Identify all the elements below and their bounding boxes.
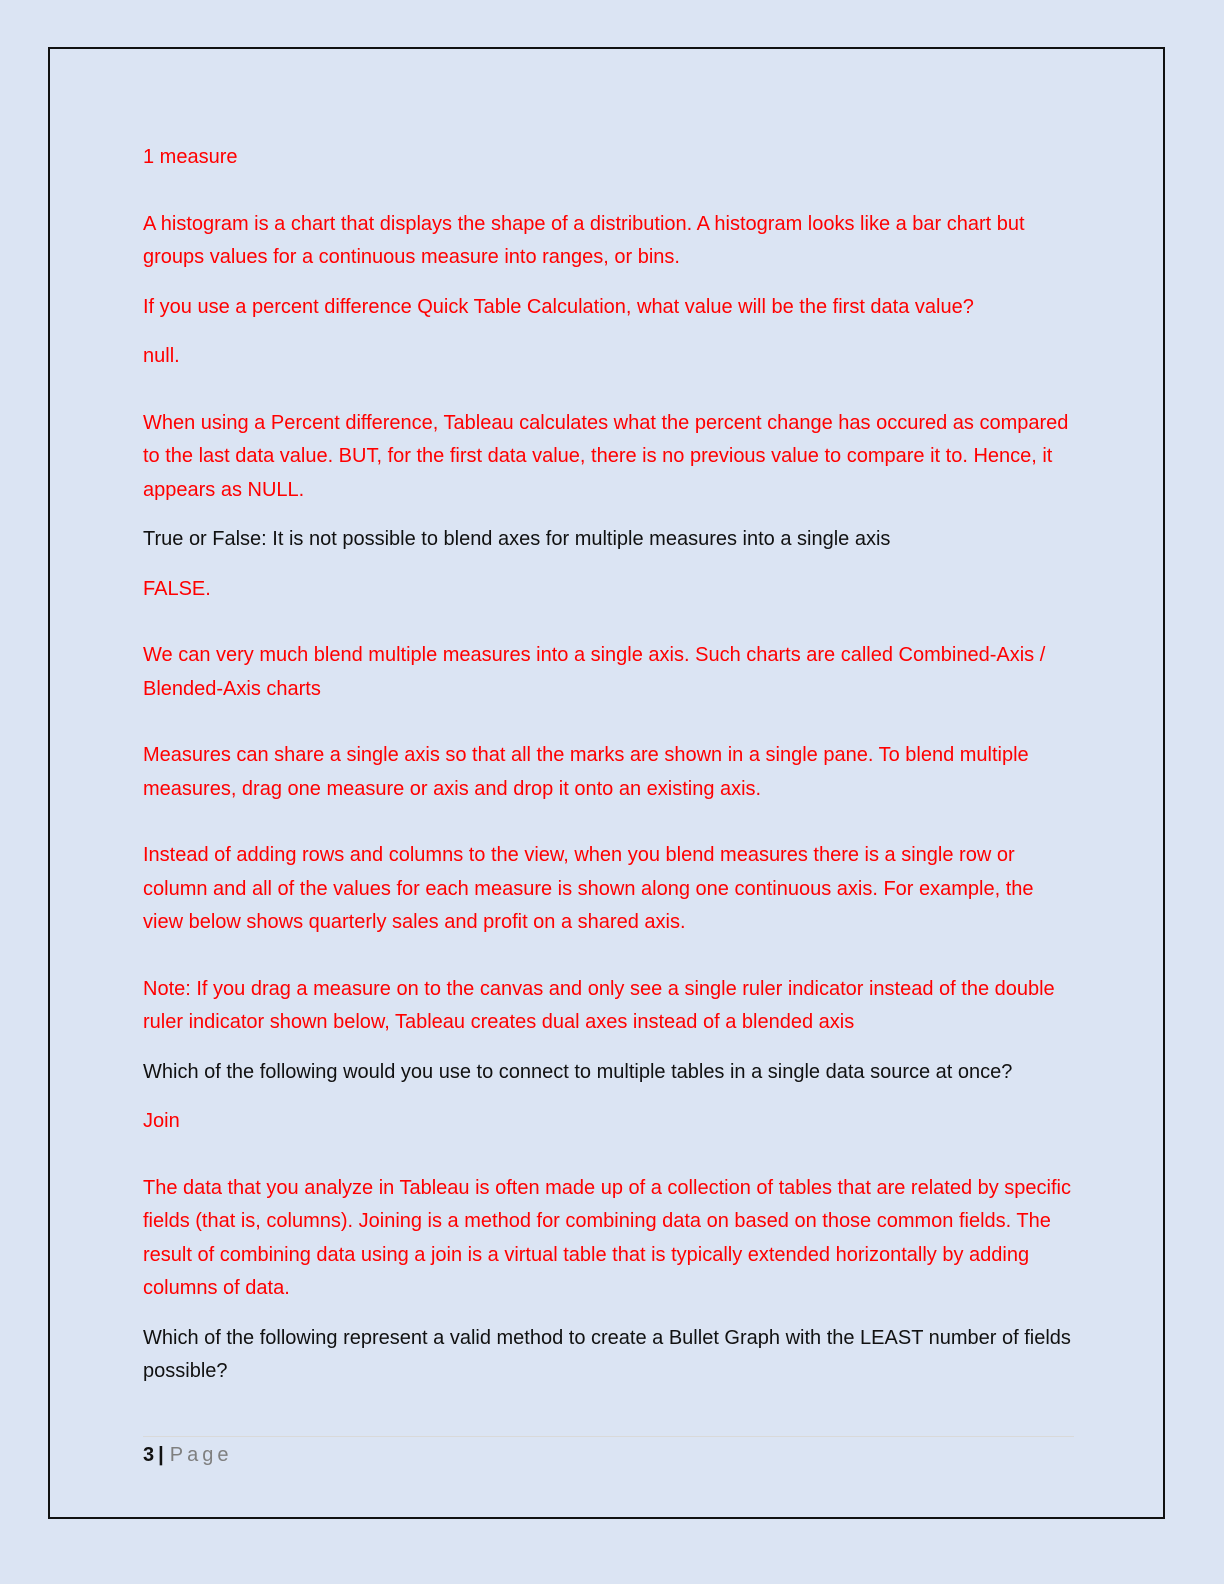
join-explanation: The data that you analyze in Tableau is often made up of a collection of tables that are related by specific fields (that is, columns). Joining is a method for combining data on based on those common fields. The result of combining data using a join is a virtual table that is typically extended horizontally by adding columns of data. [143,1176,1071,1299]
shared-axis-explanation: Measures can share a single axis so that all the marks are shown in a single pane. To blend multiple measures, drag one measure or axis and drop it onto an existing axis. [143,744,1029,800]
blend-axes-explanation: We can very much blend multiple measures into a single axis. Such charts are called Combined-Axis / Blended-Axis charts [143,644,1046,700]
answer-false: FALSE. [143,577,211,600]
ruler-indicator-note: Note: If you drag a measure on to the canvas and only see a single ruler indicator instead of the double ruler indicator shown below, Tableau creates dual axes instead of a blended axis [143,977,1055,1033]
page-footer [143,1436,1074,1470]
question-percent-difference: If you use a percent difference Quick Table Calculation, what value will be the first data value? [143,295,974,318]
page-label: Page [169,1444,233,1466]
answer-null: null. [143,345,180,367]
answer-join: Join [143,1110,180,1132]
question-multiple-tables: Which of the following would you use to connect to multiple tables in a single data source at once? [143,1060,1013,1083]
page-number: 3 [143,1444,155,1466]
blend-measures-explanation: Instead of adding rows and columns to the view, when you blend measures there is a single row or column and all of the values for each measure is shown along one continuous axis. For example, the view below shows quarterly sales and profit on a shared axis. [143,844,1034,933]
percent-difference-explanation: When using a Percent difference, Tableau calculates what the percent change has occured as compared to the last data value. BUT, for the first data value, there is no previous value to compare it to. Hence, it appears as NULL. [143,411,1069,501]
question-bullet-graph: Which of the following represent a valid method to create a Bullet Graph with the LEAST number of fields possible? [143,1326,1071,1382]
answer-text: 1 measure [143,146,238,168]
document-body [143,141,1079,1389]
footer-separator: | [158,1444,164,1466]
histogram-explanation: A histogram is a chart that displays the shape of a distribution. A histogram looks like a bar chart but groups values for a continuous measure into ranges, or bins. [143,212,1025,268]
question-blend-axes: True or False: It is not possible to blend axes for multiple measures into a single axis [143,528,891,550]
